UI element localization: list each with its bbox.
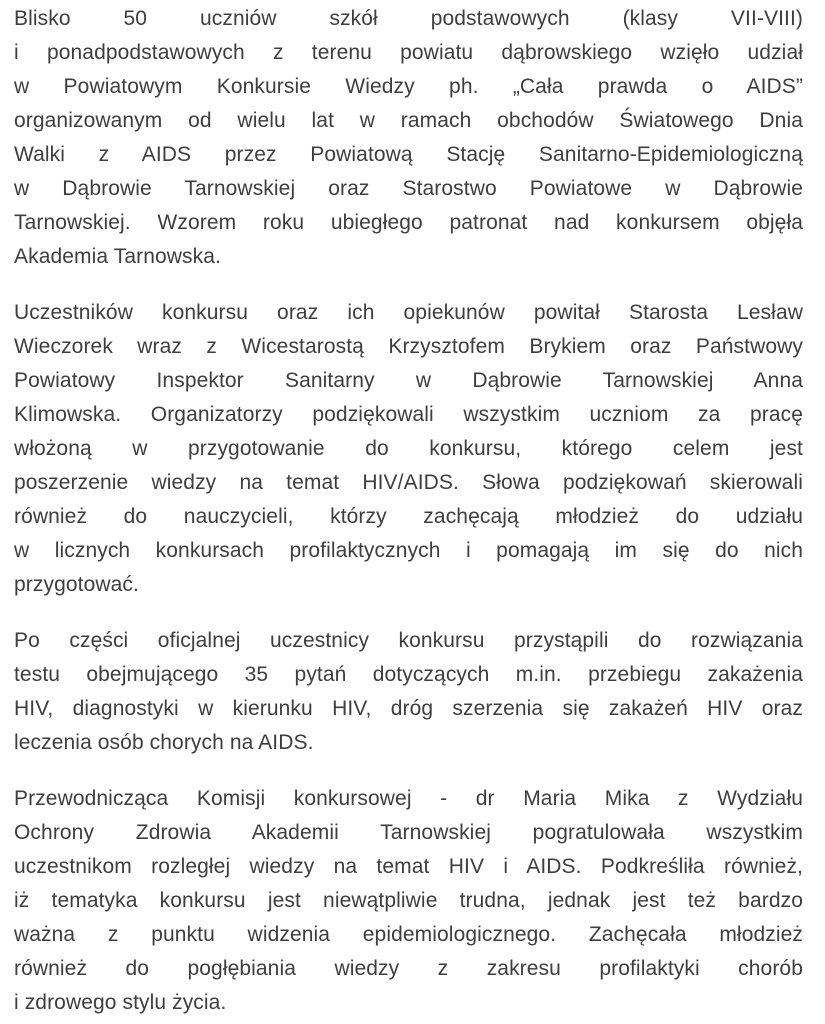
paragraph: [14, 624, 803, 760]
paragraph: [14, 296, 803, 602]
text-line: Klimowska. Organizatorzy podziękowali wszystkim uczniom za pracę: [14, 403, 803, 426]
text-line: Powiatowy Inspektor Sanitarny w Dąbrowie Tarnowskiej Anna: [14, 369, 803, 392]
text-line: w Dąbrowie Tarnowskiej oraz Starostwo Powiatowe w Dąbrowie: [14, 177, 803, 200]
text-line: w Powiatowym Konkursie Wiedzy ph. „Cała prawda o AIDS”: [14, 75, 803, 98]
text-line: Przewodnicząca Komisji konkursowej - dr Maria Mika z Wydziału: [14, 787, 803, 810]
paragraph: [14, 782, 803, 1020]
text-line: w licznych konkursach profilaktycznych i pomagają im się do nich: [14, 539, 803, 562]
text-line: testu obejmującego 35 pytań dotyczących m.in. przebiegu zakażenia: [14, 663, 803, 686]
text-line: poszerzenie wiedzy na temat HIV/AIDS. Słowa podziękowań skierowali: [14, 471, 803, 494]
text-line: ważna z punktu widzenia epidemiologicznego. Zachęcała młodzież: [14, 923, 803, 946]
text-line: również do pogłębiania wiedzy z zakresu profilaktyki chorób: [14, 957, 803, 980]
text-line: Blisko 50 uczniów szkół podstawowych (klasy VII-VIII): [14, 7, 803, 30]
text-line: HIV, diagnostyki w kierunku HIV, dróg szerzenia się zakażeń HIV oraz: [14, 697, 803, 720]
text-line: leczenia osób chorych na AIDS.: [14, 731, 314, 754]
text-line: Ochrony Zdrowia Akademii Tarnowskiej pogratulowała wszystkim: [14, 821, 803, 844]
text-line: Wieczorek wraz z Wicestarostą Krzysztofem Brykiem oraz Państwowy: [14, 335, 803, 358]
text-line: uczestnikom rozległej wiedzy na temat HIV i AIDS. Podkreśliła również,: [14, 855, 803, 878]
text-line: przygotować.: [14, 573, 139, 596]
text-line: Tarnowskiej. Wzorem roku ubiegłego patronat nad konkursem objęła: [14, 211, 803, 234]
text-line: i zdrowego stylu życia.: [14, 991, 227, 1014]
text-line: i ponadpodstawowych z terenu powiatu dąbrowskiego wzięło udział: [14, 41, 803, 64]
text-line: włożoną w przygotowanie do konkursu, którego celem jest: [14, 437, 803, 460]
text-line: Po części oficjalnej uczestnicy konkursu przystąpili do rozwiązania: [14, 629, 803, 652]
text-line: również do nauczycieli, którzy zachęcają młodzież do udziału: [14, 505, 803, 528]
text-line: Uczestników konkursu oraz ich opiekunów powitał Starosta Lesław: [14, 301, 803, 324]
text-line: Walki z AIDS przez Powiatową Stację Sanitarno-Epidemiologiczną: [14, 143, 803, 166]
text-line: organizowanym od wielu lat w ramach obchodów Światowego Dnia: [14, 109, 803, 132]
text-line: Akademia Tarnowska.: [14, 245, 221, 268]
paragraph: [14, 2, 803, 274]
text-line: iż tematyka konkursu jest niewątpliwie trudna, jednak jest też bardzo: [14, 889, 803, 912]
